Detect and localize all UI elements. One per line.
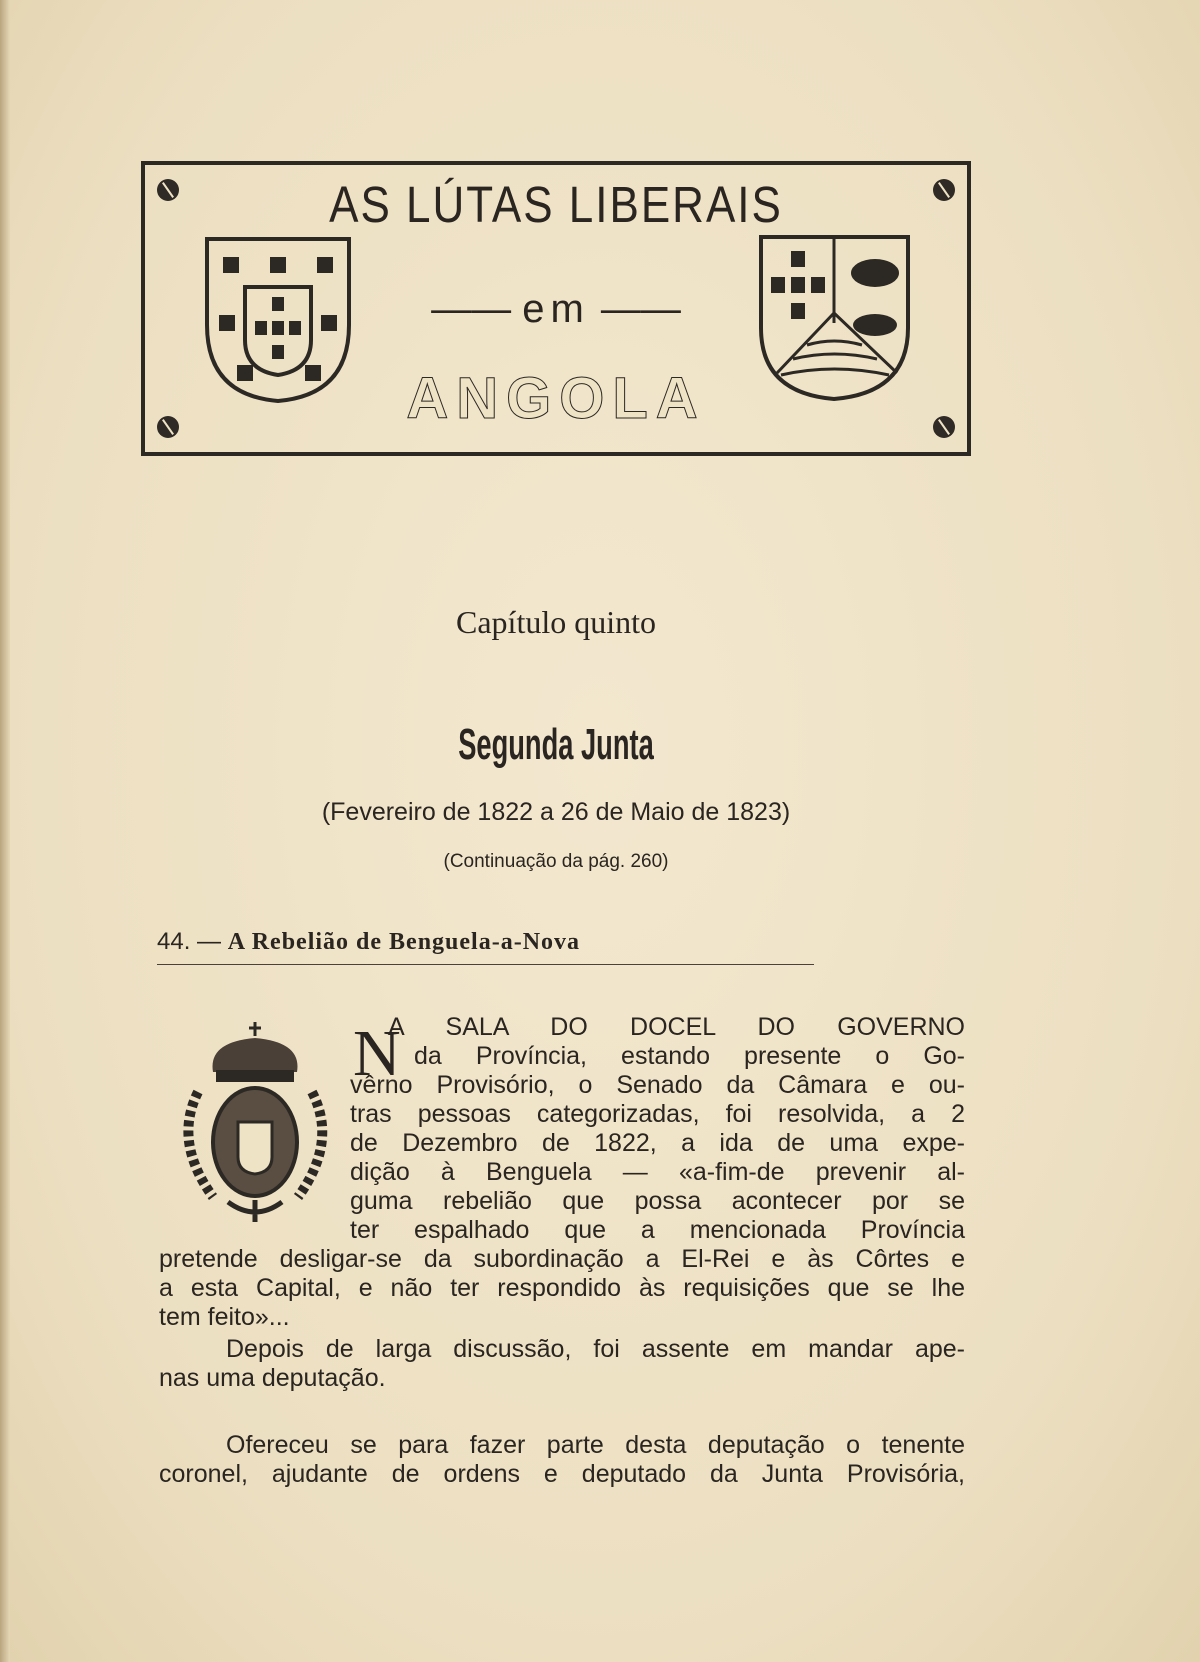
body-line: A SALA DO DOCEL DO GOVERNO (388, 1013, 965, 1041)
section-heading (157, 928, 580, 956)
drop-cap: N (353, 1017, 401, 1090)
banner-bottom: ANGOLA (406, 366, 706, 431)
body-line: coronel, ajudante de ordens e deputado da Junta Provisória, (159, 1460, 965, 1488)
chapter-title: Capítulo quinto (456, 604, 656, 640)
body-line: nas uma deputação. (159, 1364, 386, 1392)
portugal-shield-icon (203, 235, 353, 405)
body-line: vêrno Provisório, o Senado da Câmara e ou- (350, 1071, 965, 1099)
book-spine-edge (0, 0, 10, 1662)
heading-rule (157, 964, 814, 965)
banner-middle: —— em —— (431, 287, 681, 331)
body-line: tem feito»... (159, 1303, 290, 1331)
date-range: (Fevereiro de 1822 a 26 de Maio de 1823) (321, 798, 791, 826)
section-heading-title: A Rebelião de Benguela-a-Nova (227, 929, 581, 955)
section-title: Segunda Junta (458, 720, 654, 769)
body-line: Depois de larga discussão, foi assente em mandar ape- (226, 1335, 965, 1363)
banner-title: AS LÚTAS LIBERAIS (329, 177, 783, 234)
continuation-note: (Continuação da pág. 260) (443, 851, 669, 872)
body-line: dição à Benguela — «a-fim-de prevenir al- (350, 1158, 965, 1186)
body-line: tras pessoas categorizadas, foi resolvida, a 2 (350, 1100, 965, 1128)
chapter-banner (141, 161, 971, 456)
body-line: da Província, estando presente o Go- (414, 1042, 965, 1070)
body-line: guma rebelião que possa acontecer por se (350, 1187, 965, 1215)
body-line: Ofereceu se para fazer parte desta deputação o tenente (226, 1431, 965, 1459)
body-line: ter espalhado que a mencionada Província (350, 1216, 965, 1244)
angola-shield-icon (757, 233, 912, 403)
body-line: de Dezembro de 1822, a ida de uma expe- (350, 1129, 965, 1157)
body-line: a esta Capital, e não ter respondido às requisições que se lhe (159, 1274, 965, 1302)
section-number: 44. — (157, 928, 222, 955)
royal-coat-of-arms-icon (168, 1022, 343, 1232)
body-line: pretende desligar-se da subordinação a El-Rei e às Côrtes e (159, 1245, 965, 1273)
